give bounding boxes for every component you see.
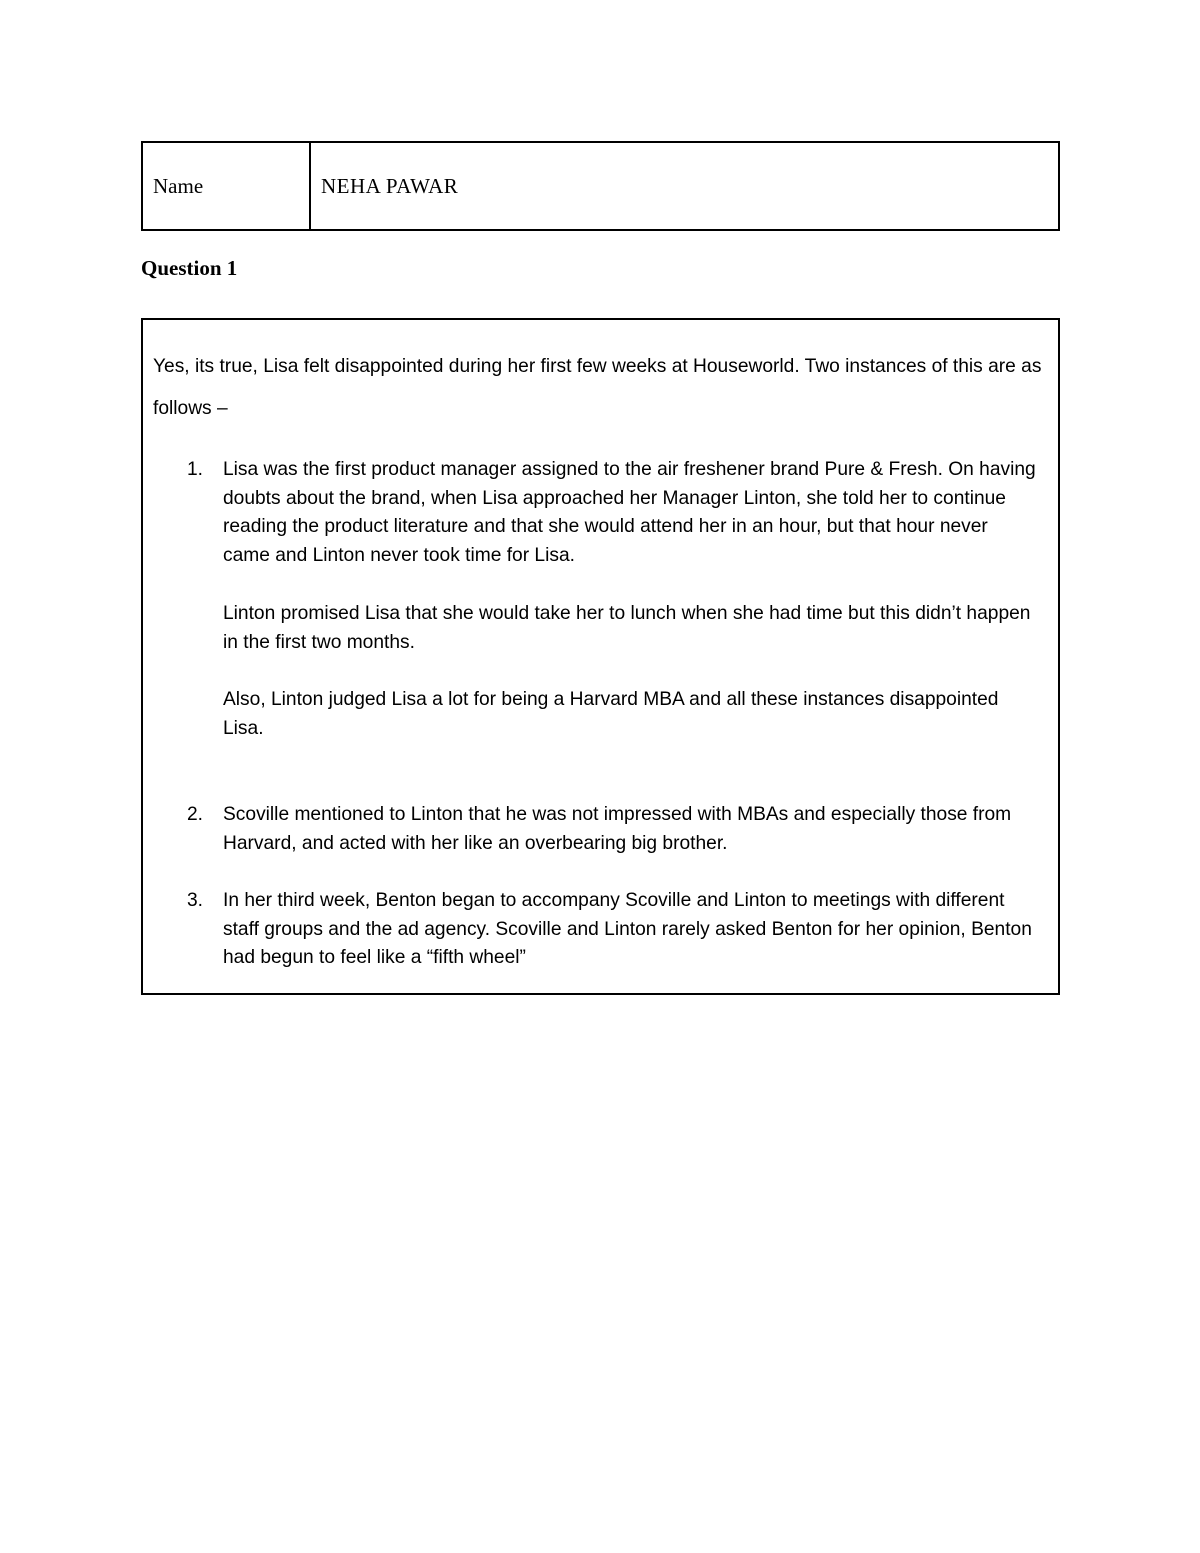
list-item-number: 2. <box>187 804 204 825</box>
list-item-paragraph: Linton promised Lisa that she would take her to lunch when she had time but this didn’t happen in the first two months. <box>223 603 1031 653</box>
name-table <box>141 141 1060 231</box>
list-item-number: 1. <box>187 459 204 480</box>
answer-intro: Yes, its true, Lisa felt disappointed during her first few weeks at Houseworld. Two instances of this are as follows – <box>153 356 1042 419</box>
answer-box <box>141 318 1060 995</box>
question-heading: Question 1 <box>141 256 238 280</box>
list-item-paragraph: In her third week, Benton began to accompany Scoville and Linton to meetings with different staff groups and the ad agency. Scoville and Linton rarely asked Benton for her opinion, Benton had begun to feel like a “fifth wheel” <box>223 890 1032 969</box>
list-item-number: 3. <box>187 890 204 911</box>
list-item-paragraph: Scoville mentioned to Linton that he was not impressed with MBAs and especially those from Harvard, and acted with her like an overbearing big brother. <box>223 804 1012 854</box>
list-item-paragraph: Also, Linton judged Lisa a lot for being a Harvard MBA and all these instances disappointed Lisa. <box>223 689 999 739</box>
name-label: Name <box>143 143 311 229</box>
list-item-paragraph: Lisa was the first product manager assigned to the air freshener brand Pure & Fresh. On having doubts about the brand, when Lisa approached her Manager Linton, she told her to continue reading the product literature and that she would attend her in an hour, but that hour never came and Linton never took time for Lisa. <box>223 459 1036 567</box>
name-value: NEHA PAWAR <box>321 173 459 198</box>
